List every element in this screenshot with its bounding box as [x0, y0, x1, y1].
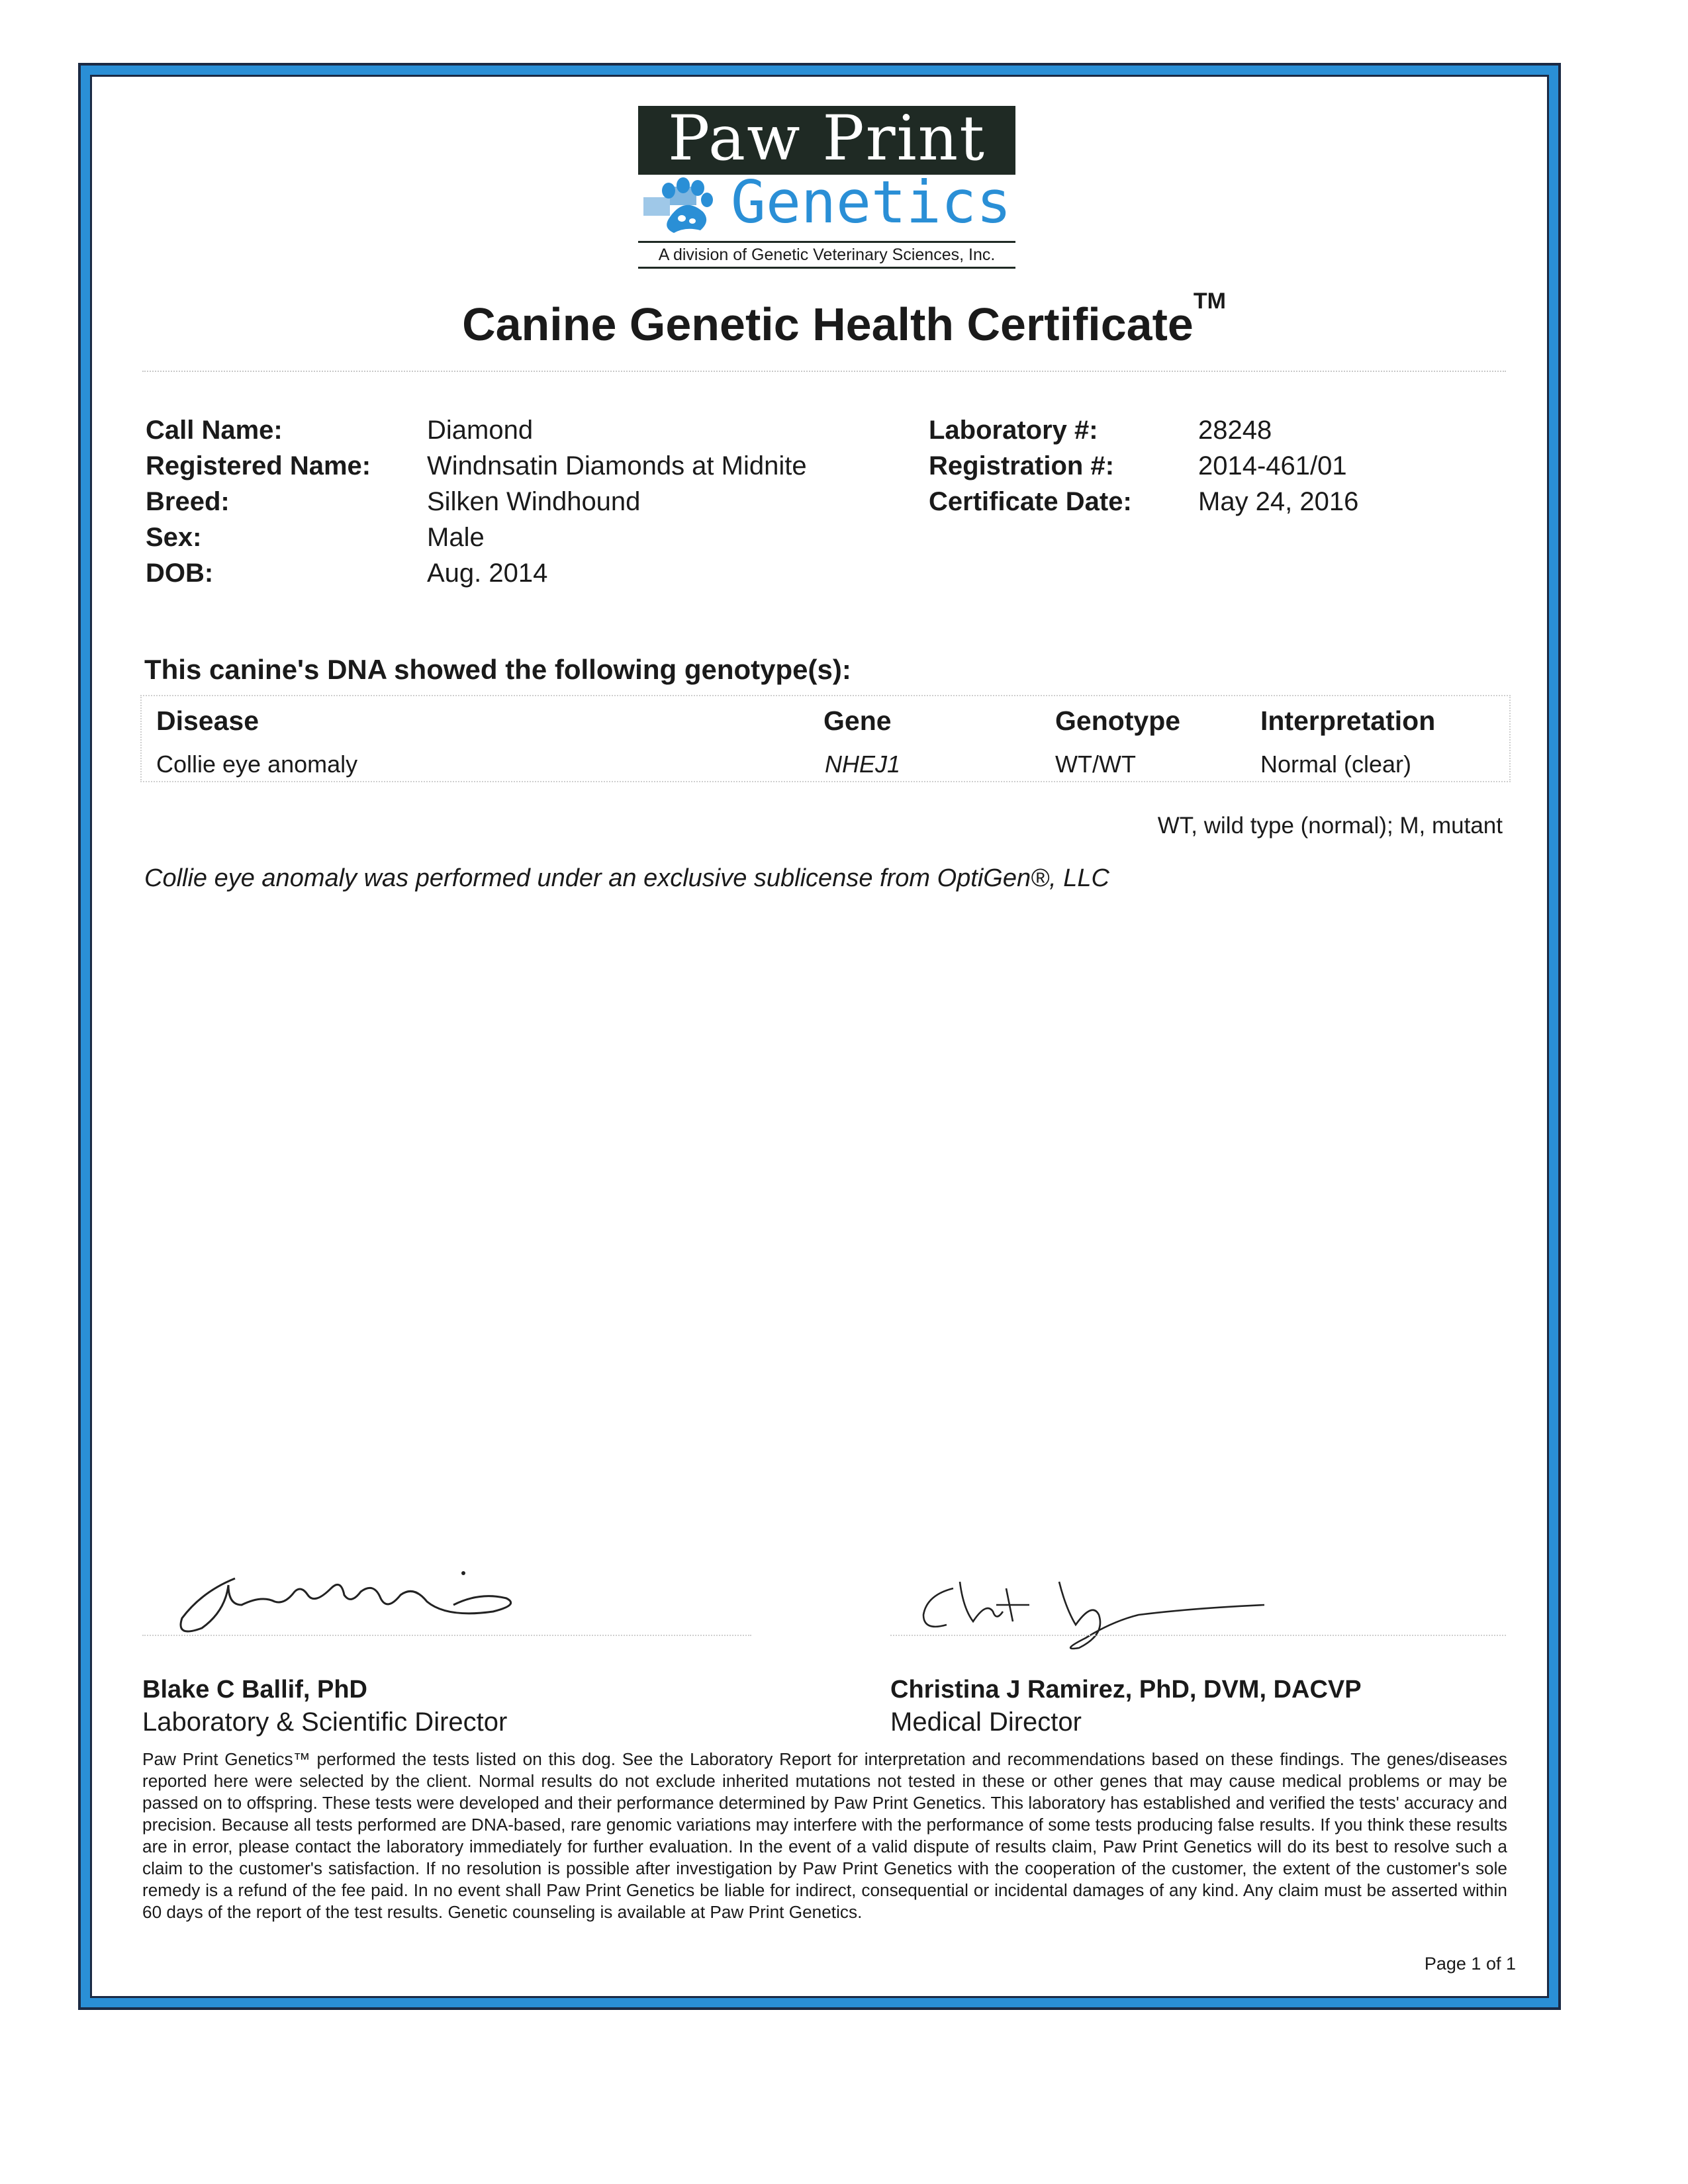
trademark-mark: TM: [1193, 289, 1226, 314]
row-gene: NHEJ1: [825, 751, 901, 778]
logo-lower: [638, 168, 1015, 238]
call-name-label: Call Name:: [146, 416, 283, 445]
column-header-disease: Disease: [156, 705, 259, 736]
genotype-heading: This canine's DNA showed the following genotype(s):: [144, 654, 851, 685]
column-header-gene: Gene: [823, 705, 892, 736]
title-divider: [142, 371, 1506, 372]
column-header-genotype: Genotype: [1055, 705, 1181, 736]
sex-value: Male: [427, 523, 485, 552]
signer-name-left: Blake C Ballif, PhD: [142, 1676, 367, 1704]
dob-label: DOB:: [146, 559, 214, 588]
dob-value: Aug. 2014: [427, 559, 548, 588]
row-interpretation: Normal (clear): [1260, 751, 1412, 778]
signature-ramirez: [914, 1575, 1284, 1661]
registration-number-label: Registration #:: [929, 451, 1115, 480]
genotype-table: [140, 695, 1511, 782]
disclaimer-text: Paw Print Genetics™ performed the tests listed on this dog. See the Laboratory Report for interpretation and recommendations based on these findings. The genes/diseases reported here were selected by the client. Normal results do not exclude inherited mutations not tested in these or other genes that may cause medical problems or may be passed on to offspring. These tests were developed and their performance determined by Paw Print Genetics. This laboratory has established and verified the tests' accuracy and precision. Because all tests performed are DNA-based, rare genomic variations may interfere with the performance of some tests producing false results. If you think these results are in error, please contact the laboratory immediately for further evaluation. In the event of a valid dispute of results claim, Paw Print Genetics will do its best to resolve such a claim to the customer's satisfaction. If no resolution is possible after investigation by Paw Print Genetics with the cooperation of the customer, the extent of the customer's sole remedy is a refund of the fee paid. In no event shall Paw Print Genetics be liable for indirect, consequential or incidental damages of any kind. Any claim must be asserted within 60 days of the report of the test results. Genetic counseling is available at Paw Print Genetics.: [142, 1749, 1507, 1922]
signature-ballif: [162, 1565, 533, 1645]
breed-label: Breed:: [146, 487, 230, 516]
row-disease: Collie eye anomaly: [156, 751, 358, 778]
column-header-interpretation: Interpretation: [1260, 705, 1436, 736]
logo-division-text: A division of Genetic Veterinary Sciences, Inc.: [638, 241, 1015, 269]
laboratory-number-label: Laboratory #:: [929, 416, 1098, 445]
breed-value: Silken Windhound: [427, 487, 641, 516]
registered-name-value: Windnsatin Diamonds at Midnite: [427, 451, 807, 480]
row-genotype: WT/WT: [1055, 751, 1136, 778]
company-logo: [638, 103, 1015, 269]
signature-line-left: [142, 1635, 751, 1636]
signer-title-right: Medical Director: [890, 1707, 1082, 1737]
logo-wordmark-top: Paw Print: [638, 106, 1015, 175]
genotype-legend: WT, wild type (normal); M, mutant: [1157, 813, 1503, 839]
logo-wordmark-bottom: Genetics: [731, 168, 1011, 236]
paw-icon: [643, 177, 729, 237]
license-note: Collie eye anomaly was performed under an exclusive sublicense from OptiGen®, LLC: [144, 864, 1109, 892]
certificate-title: [0, 289, 1688, 351]
registered-name-label: Registered Name:: [146, 451, 371, 480]
laboratory-number-value: 28248: [1198, 416, 1272, 445]
title-text: Canine Genetic Health Certificate: [462, 298, 1194, 350]
call-name-value: Diamond: [427, 416, 534, 445]
certificate-date-label: Certificate Date:: [929, 487, 1132, 516]
page-number: Page 1 of 1: [1424, 1954, 1516, 1974]
certificate-date-value: May 24, 2016: [1198, 487, 1359, 516]
signature-line-right: [890, 1635, 1506, 1636]
sex-label: Sex:: [146, 523, 202, 552]
registration-number-value: 2014-461/01: [1198, 451, 1347, 480]
signer-name-right: Christina J Ramirez, PhD, DVM, DACVP: [890, 1676, 1362, 1704]
signer-title-left: Laboratory & Scientific Director: [142, 1707, 508, 1737]
